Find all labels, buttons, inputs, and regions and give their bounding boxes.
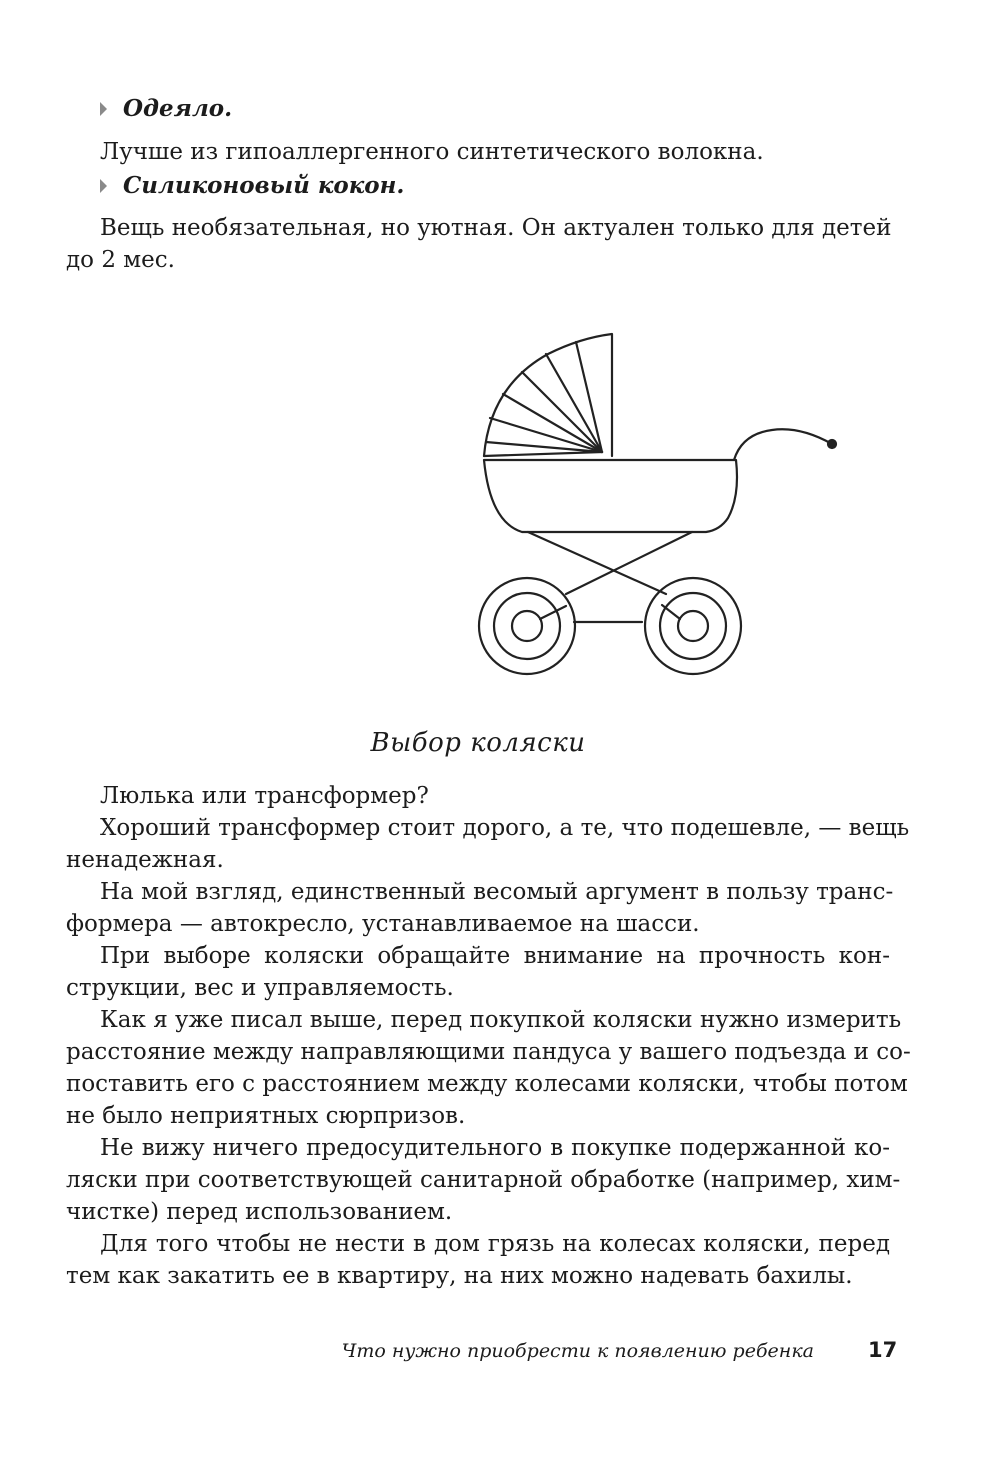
paragraph-line: чистке) перед использованием. bbox=[66, 1199, 453, 1225]
bullet-item-silicone-cocoon bbox=[100, 172, 404, 199]
paragraph-line: поставить его с расстоянием между колесами коляски, чтобы потом bbox=[66, 1071, 908, 1097]
paragraph-line: Для того чтобы не нести в дом грязь на колесах коляски, перед bbox=[100, 1231, 890, 1257]
paragraph-line: На мой взгляд, единственный весомый аргумент в пользу транс- bbox=[100, 879, 894, 905]
paragraph-line: не было неприятных сюрпризов. bbox=[66, 1103, 466, 1129]
stroller-wheel-left bbox=[479, 578, 575, 674]
section-heading: Выбор коляски bbox=[370, 728, 586, 758]
paragraph-line: ляски при соответствующей санитарной обработке (например, хим- bbox=[66, 1167, 901, 1193]
stroller-handle-tip bbox=[828, 440, 836, 448]
stroller-canopy bbox=[484, 334, 612, 456]
bullet-marker-icon bbox=[100, 179, 107, 193]
paragraph-line: Хороший трансформер стоит дорого, а те, что подешевле, — вещь bbox=[100, 815, 910, 841]
paragraph-line: струкции, вес и управляемость. bbox=[66, 975, 454, 1001]
paragraph-line: тем как закатить ее в квартиру, на них можно надевать бахилы. bbox=[66, 1263, 853, 1289]
paragraph-line: Как я уже писал выше, перед покупкой коляски нужно измерить bbox=[100, 1007, 902, 1033]
stroller-illustration bbox=[470, 326, 850, 686]
paragraph-line: расстояние между направляющими пандуса у вашего подъезда и со- bbox=[66, 1039, 911, 1065]
running-footer-title: Что нужно приобрести к появлению ребенка bbox=[341, 1340, 814, 1362]
paragraph-line: формера — автокресло, устанавливаемое на шасси. bbox=[66, 911, 700, 937]
paragraph-line: Лучше из гипоаллергенного синтетического волокна. bbox=[100, 139, 764, 165]
bullet-item-blanket bbox=[100, 95, 232, 122]
page-number: 17 bbox=[868, 1338, 898, 1362]
paragraph-line: Не вижу ничего предосудительного в покупке подержанной ко- bbox=[100, 1135, 890, 1161]
paragraph-line: При выборе коляски обращайте внимание на прочность кон- bbox=[100, 943, 890, 969]
stroller-body bbox=[484, 460, 737, 532]
stroller-wheel-right bbox=[645, 578, 741, 674]
bullet-title: Силиконовый кокон. bbox=[123, 172, 405, 199]
paragraph-line: Вещь необязательная, но уютная. Он актуален только для детей bbox=[100, 215, 892, 241]
stroller-handle bbox=[734, 429, 832, 460]
paragraph-line: Люлька или трансформер? bbox=[100, 783, 429, 809]
paragraph-line: ненадежная. bbox=[66, 847, 224, 873]
bullet-marker-icon bbox=[100, 102, 107, 116]
bullet-title: Одеяло. bbox=[123, 95, 233, 122]
paragraph-line: до 2 мес. bbox=[66, 247, 175, 273]
